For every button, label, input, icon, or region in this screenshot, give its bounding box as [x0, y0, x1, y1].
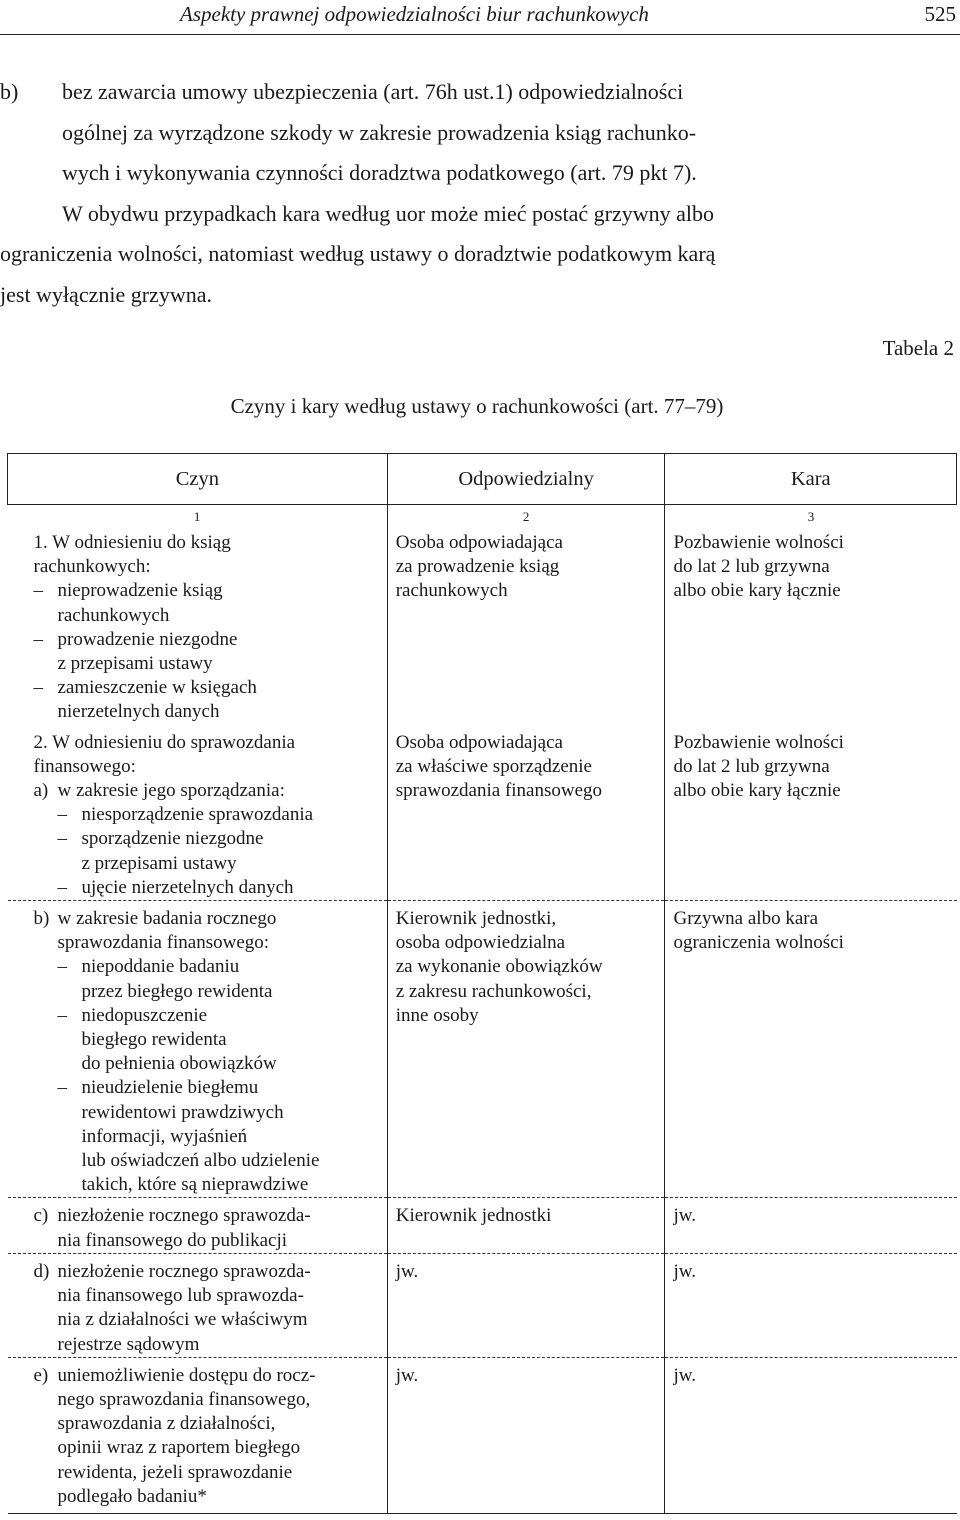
- dash-item: – zamieszczenie w księgach nierzetelnych danych: [33, 677, 257, 723]
- cell-czyn: [8, 1357, 388, 1513]
- cell-czyn: [8, 1198, 388, 1253]
- text-line: ograniczenia wolności, natomiast według ustawy o doradztwie podatkowym karą: [0, 241, 716, 266]
- column-number-row: [8, 505, 957, 532]
- cell-odpowiedzialny: Osoba odpowiadająca za prowadzenie ksiąg rachunkowych: [387, 531, 665, 725]
- table-label: Tabela 2: [882, 336, 954, 360]
- column-number: 1: [193, 509, 201, 524]
- text-line: wych i wykonywania czynności doradztwa podatkowego (art. 79 pkt 7).: [62, 160, 697, 185]
- cell-odpowiedzialny: Osoba odpowiadająca za właściwe sporządzenie sprawozdania finansowego: [387, 725, 665, 901]
- table-row: [8, 1357, 957, 1513]
- paragraph: [0, 194, 960, 316]
- text-line: bez zawarcia umowy ubezpieczenia (art. 76h ust.1) odpowiedzialności: [62, 79, 684, 104]
- dash-item: – sporządzenie niezgodne z przepisami ustawy: [57, 828, 264, 874]
- list-item-b: [0, 72, 960, 194]
- cell-czyn: 2. W odniesieniu do sprawozdania finansowego: a) w zakresie jego sporządzania: – niesporządzenie sprawozdania – sporządzenie niezgodne z przepisami ustawy – ujęcie nierzetelnych danych: [8, 725, 388, 901]
- cell-kara: jw.: [665, 1357, 957, 1513]
- offenses-table: [7, 453, 957, 1514]
- table-row: [8, 1253, 957, 1357]
- cell-kara: Pozbawienie wolności do lat 2 lub grzywna albo obie kary łącznie: [665, 531, 957, 725]
- cell-odpowiedzialny: jw.: [387, 1253, 665, 1357]
- running-title: Aspekty prawnej odpowiedzialności biur rachunkowych: [180, 2, 649, 26]
- dash-item: – nieudzielenie biegłemu rewidentowi prawdziwych informacji, wyjaśnień lub oświadczeń albo udzielenie takich, które są nieprawdziwe: [57, 1077, 320, 1196]
- page-number: 525: [924, 2, 956, 26]
- cell-czyn: [8, 901, 388, 1198]
- dash-item: – niedopuszczenie biegłego rewidenta do pełnienia obowiązków: [57, 1004, 277, 1075]
- cell-czyn: [8, 1253, 388, 1357]
- text-line: jest wyłącznie grzywna.: [0, 281, 212, 307]
- body-text: [0, 72, 960, 315]
- cell-odpowiedzialny: Kierownik jednostki: [387, 1198, 665, 1253]
- running-header: [0, 0, 960, 35]
- sub-item-a: a) w zakresie jego sporządzania:: [33, 780, 285, 802]
- sub-item-e: e) uniemożliwienie dostępu do rocz- nego sprawozdania finansowego, sprawozdania z działalności, opinii wraz z raportem biegłego rewidenta, jeżeli sprawozdanie podlegało badaniu*: [33, 1364, 316, 1507]
- column-number: 2: [387, 505, 665, 532]
- table-title: Czyny i kary według ustawy o rachunkowości (art. 77–79): [230, 394, 724, 418]
- header-kara: Kara: [665, 454, 957, 505]
- cell-kara: Grzywna albo kara ograniczenia wolności: [665, 901, 957, 1198]
- cell-czyn: 1. W odniesieniu do ksiąg rachunkowych: – nieprowadzenie ksiąg rachunkowych – prowadzenie niezgodne z przepisami ustawy – zamieszczenie w księgach nierzetelnych danych: [8, 531, 388, 725]
- cell-kara: jw.: [665, 1198, 957, 1253]
- cell-kara: jw.: [665, 1253, 957, 1357]
- sub-item-d: d) niezłożenie rocznego sprawozda- nia finansowego lub sprawozda- nia z działalności we właściwym rejestrze sądowym: [33, 1260, 311, 1355]
- dash-item: – prowadzenie niezgodne z przepisami ustawy: [33, 628, 238, 675]
- cell-odpowiedzialny: Kierownik jednostki, osoba odpowiedzialna za wykonanie obowiązków z zakresu rachunkowości, inne osoby: [387, 901, 665, 1198]
- dash-item: – niesporządzenie sprawozdania: [57, 804, 314, 826]
- dash-item: – niepoddanie badaniu przez biegłego rewidenta: [57, 956, 273, 1002]
- column-number: 3: [665, 505, 957, 532]
- sub-item-b: b) w zakresie badania rocznego sprawozdania finansowego:: [33, 908, 277, 954]
- list-marker: b): [0, 79, 19, 104]
- list-item-text: [62, 72, 960, 194]
- text-line: ogólnej za wyrządzone szkody w zakresie prowadzenia ksiąg rachunko-: [62, 119, 697, 145]
- table-row: [8, 531, 957, 725]
- dash-item: – ujęcie nierzetelnych danych: [57, 876, 294, 898]
- dash-item: – nieprowadzenie ksiąg rachunkowych: [33, 580, 223, 626]
- table-header-row: [8, 454, 957, 505]
- header-odpowiedzialny: Odpowiedzialny: [387, 454, 665, 505]
- table-row: [8, 1198, 957, 1253]
- cell-odpowiedzialny: jw.: [387, 1357, 665, 1513]
- sub-item-c: c) niezłożenie rocznego sprawozda- nia finansowego do publikacji: [33, 1205, 311, 1251]
- table-row: [8, 725, 957, 901]
- table-row: [8, 901, 957, 1198]
- cell-kara: Pozbawienie wolności do lat 2 lub grzywna albo obie kary łącznie: [665, 725, 957, 901]
- header-czyn: Czyn: [8, 454, 388, 505]
- text-line: W obydwu przypadkach kara według uor może mieć postać grzywny albo: [62, 200, 715, 226]
